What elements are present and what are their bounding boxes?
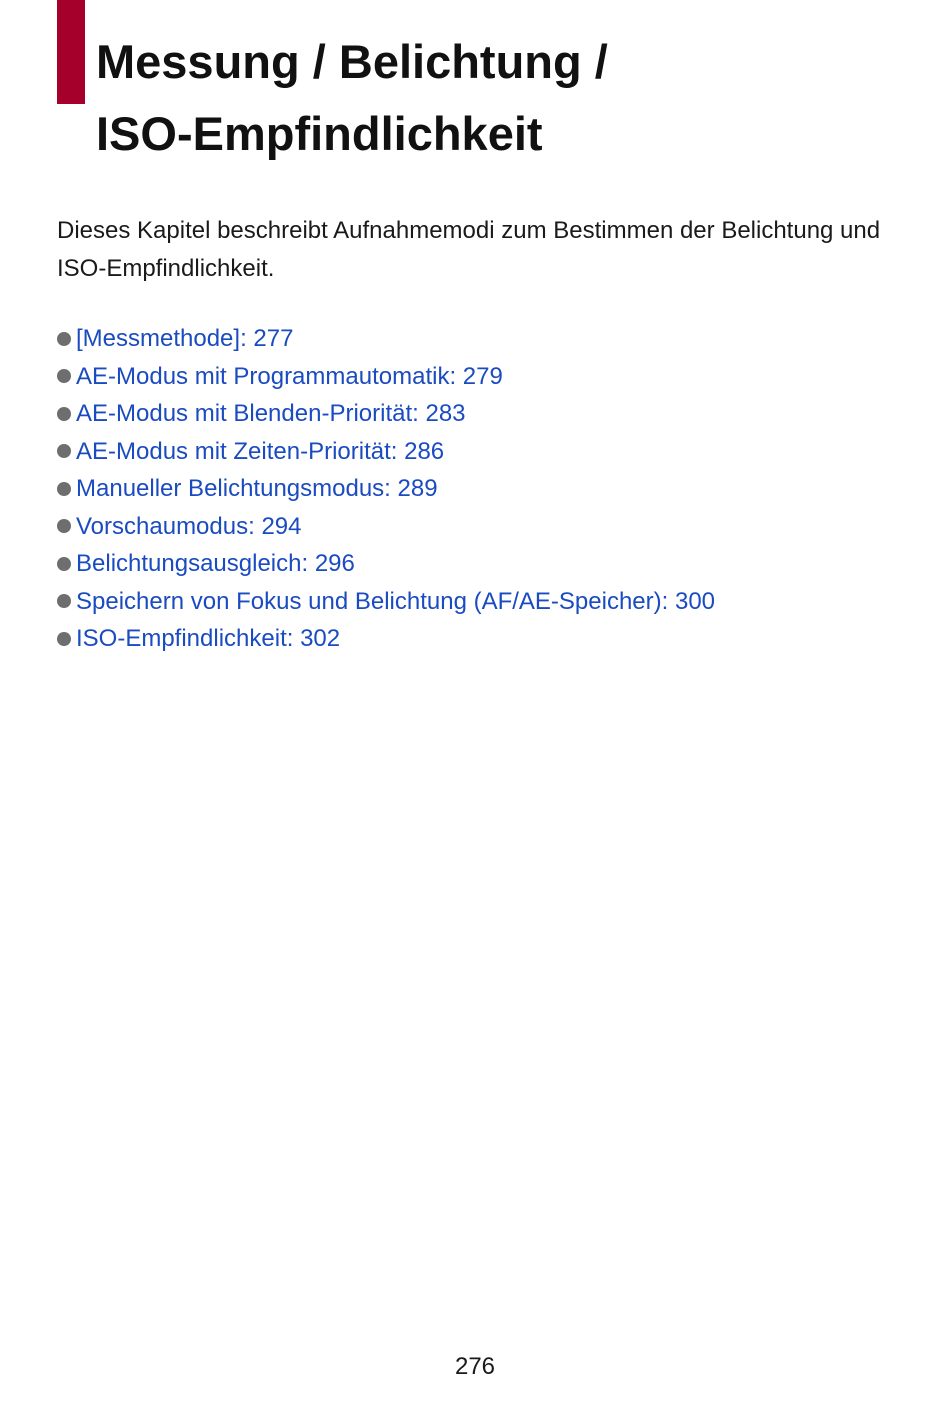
- page-number: 276: [454, 1353, 496, 1380]
- bullet-icon: [57, 444, 71, 458]
- bullet-icon: [57, 332, 71, 346]
- bullet-icon: [57, 482, 71, 496]
- link-zeiten-prioritaet[interactable]: AE-Modus mit Zeiten-Priorität: 286: [76, 437, 445, 465]
- list-item: [57, 508, 715, 546]
- link-blenden-prioritaet[interactable]: AE-Modus mit Blenden-Priorität: 283: [76, 400, 466, 427]
- link-iso-empfindlichkeit[interactable]: ISO-Empfindlichkeit: 302: [76, 625, 341, 652]
- link-vorschaumodus[interactable]: Vorschaumodus: 294: [76, 512, 302, 540]
- list-item: [57, 545, 715, 583]
- chapter-link-list: [57, 320, 715, 658]
- list-item: [57, 433, 715, 471]
- link-belichtungsausgleich[interactable]: Belichtungsausgleich: 296: [76, 550, 355, 577]
- page-title: [96, 26, 896, 170]
- list-item: [57, 395, 715, 433]
- link-programmautomatik[interactable]: AE-Modus mit Programmautomatik: 279: [76, 362, 503, 390]
- bullet-icon: [57, 557, 71, 571]
- intro-paragraph: Dieses Kapitel beschreibt Aufnahmemodi zum Bestimmen der Belichtung und ISO-Empfindlichkeit.: [57, 217, 881, 282]
- list-item: [57, 320, 715, 358]
- bullet-icon: [57, 594, 71, 608]
- bullet-icon: [57, 632, 71, 646]
- bullet-icon: [57, 369, 71, 383]
- list-item: [57, 620, 715, 658]
- link-messmethode[interactable]: [Messmethode]: 277: [76, 325, 294, 352]
- link-manueller-belichtungsmodus[interactable]: Manueller Belichtungsmodus: 289: [76, 475, 438, 502]
- list-item: [57, 583, 715, 621]
- list-item: [57, 358, 715, 396]
- bullet-icon: [57, 407, 71, 421]
- title-accent-bar: [57, 0, 85, 104]
- link-af-ae-speicher[interactable]: Speichern von Fokus und Belichtung (AF/AE-Speicher): 300: [76, 587, 716, 615]
- list-item: [57, 470, 715, 508]
- bullet-icon: [57, 519, 71, 533]
- page-title-line-2: ISO-Empfindlichkeit: [96, 107, 543, 160]
- page-title-line-1: Messung / Belichtung /: [96, 35, 608, 88]
